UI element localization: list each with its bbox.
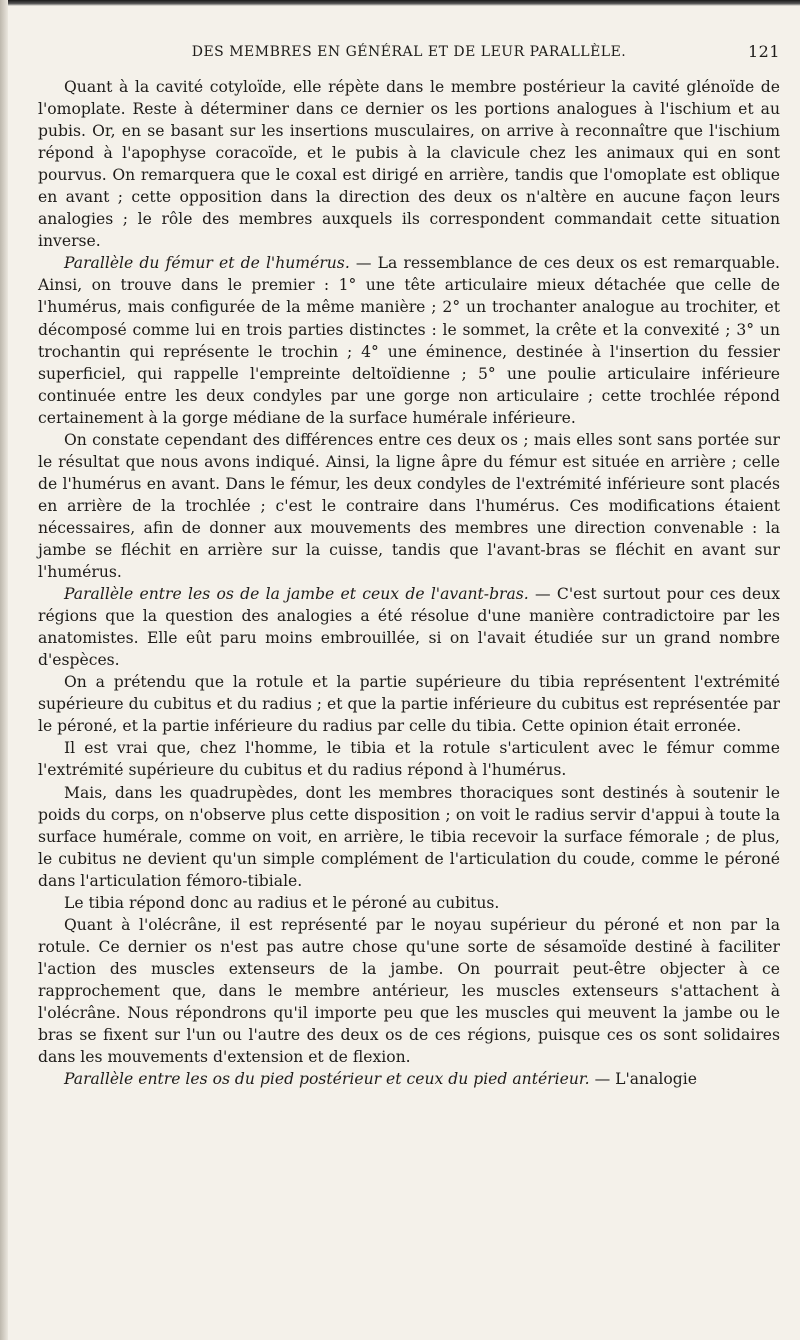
paragraph: Parallèle entre les os de la jambe et ceux de l'avant-bras. — C'est surtout pour ces deux régions que la question des analogies a été résolue d'une manière contradictoire par les anatomistes. Elle eût paru moins embrouillée, si on l'avait étudiée sur un grand nombre d'espèces. (38, 585, 780, 670)
paragraph: Il est vrai que, chez l'homme, le tibia et la rotule s'articulent avec le fémur comme l'extrémité supérieure du cubitus et du radius répond à l'humérus. (38, 739, 780, 780)
paragraph: Mais, dans les quadrupèdes, dont les membres thoraciques sont destinés à soutenir le poids du corps, on n'observe plus cette disposition ; on voit le radius servir d'appui à toute la surface humérale, comme on voit, en arrière, le tibia recevoir la surface fémorale ; de plus, le cubitus ne devient qu'un simple complément de l'articulation du coude, comme le péroné dans l'articulation fémoro-tibiale. (38, 783, 780, 890)
book-page (38, 38, 780, 1090)
page-body (38, 76, 780, 1090)
binding-gutter (0, 0, 8, 1340)
paragraph: Parallèle entre les os du pied postérieur et ceux du pied antérieur. — L'analogie (64, 1070, 697, 1089)
page-number: 121 (747, 42, 780, 61)
paragraph: Quant à la cavité cotyloïde, elle répète dans le membre postérieur la cavité glénoïde de l'omoplate. Reste à déterminer dans ce dernier os les portions analogues à l'ischium et au pubis. Or, en se basant sur les insertions musculaires, on arrive à reconnaître que l'ischium répond à l'apophyse coracoïde, et le pubis à la clavicule chez les animaux qui en sont pourvus. On remarquera que le coxal est dirigé en arrière, tandis que l'omoplate est oblique en avant ; cette opposition dans la direction des deux os n'altère en aucune façon leurs analogies ; le rôle des membres auxquels ils correspondent commandait cette situation inverse. (38, 78, 780, 251)
section-heading: Parallèle entre les os de la jambe et ceux de l'avant-bras. (64, 585, 529, 604)
section-heading: Parallèle entre les os du pied postérieur et ceux du pied antérieur. (64, 1070, 590, 1089)
running-header (38, 38, 780, 68)
paragraph: Parallèle du fémur et de l'humérus. — La ressemblance de ces deux os est remarquable. Ainsi, on trouve dans le premier : 1° une tête articulaire mieux détachée que celle de l'humérus, mais configurée de la même manière ; 2° un trochanter analogue au trochiter, et décomposé comme lui en trois parties distinctes : le sommet, la crête et la convexité ; 3° un trochantin qui représente le trochin ; 4° une éminence, destinée à l'insertion du fessier superficiel, qui rappelle l'empreinte deltoïdienne ; 5° une poulie articulaire inférieure continuée entre les deux condyles par une gorge non articulaire ; cette trochlée répond certainement à la gorge médiane de la surface humérale inférieure. (38, 254, 781, 427)
paragraph: Quant à l'olécrâne, il est représenté par le noyau supérieur du péroné et non par la rotule. Ce dernier os n'est pas autre chose qu'une sorte de sésamoïde destiné à faciliter l'action des muscles extenseurs de la jambe. On pourrait peut-être objecter à ce rapprochement que, dans le membre antérieur, les muscles extenseurs s'attachent à l'olécrâne. Nous répondrons qu'il importe peu que les muscles qui meuvent la jambe ou le bras se fixent sur l'un ou l'autre des deux os de ces régions, puisque ces os sont solidaires dans les mouvements d'extension et de flexion. (38, 915, 780, 1067)
paragraph: On a prétendu que la rotule et la partie supérieure du tibia représentent l'extrémité supérieure du cubitus et du radius ; et que la partie inférieure du cubitus est représentée par le péroné, et la partie inférieure du radius par celle du tibia. Cette opinion était erronée. (38, 673, 780, 736)
paragraph: Le tibia répond donc au radius et le péroné au cubitus. (64, 893, 500, 912)
page-top-edge (0, 0, 800, 6)
paragraph: On constate cependant des différences entre ces deux os ; mais elles sont sans portée sur le résultat que nous avons indiqué. Ainsi, la ligne âpre du fémur est située en arrière ; celle de l'humérus en avant. Dans le fémur, les deux condyles de l'extrémité inférieure sont placés en arrière de la trochlée ; c'est le contraire dans l'humérus. Ces modifications étaient nécessaires, afin de donner aux mouvements des membres une direction convenable : la jambe se fléchit en arrière sur la cuisse, tandis que l'avant-bras se fléchit en avant sur l'humérus. (38, 430, 780, 582)
section-heading: Parallèle du fémur et de l'humérus. (64, 254, 350, 273)
running-title: DES MEMBRES EN GÉNÉRAL ET DE LEUR PARALLÈLE. (191, 44, 627, 60)
